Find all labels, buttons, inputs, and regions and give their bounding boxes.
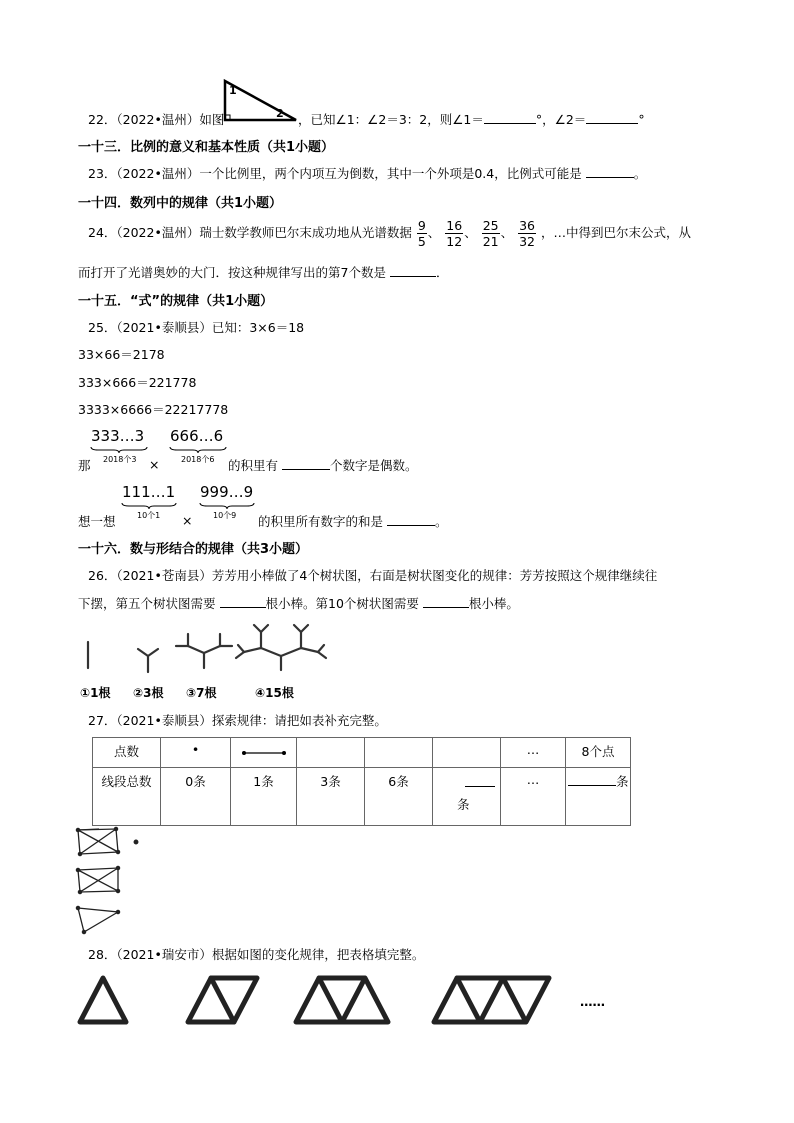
q25-line2: 33×66＝2178 xyxy=(78,347,165,362)
section-16-title: 一十六．数与形结合的规律（共3小题） xyxy=(78,542,309,557)
line-segment-icon xyxy=(241,749,287,757)
q24-blank[interactable] xyxy=(390,264,436,277)
q25-blank-1[interactable] xyxy=(282,457,330,470)
q26-line2: 下摆，第五个树状图需要 根小棒。第10个树状图需要 根小棒。 xyxy=(78,596,519,611)
q26-line1: 26．（2021•苍南县）芳芳用小棒做了4个树状图，右面是树状图变化的规律：芳芳按照这个规律继续往 xyxy=(88,568,658,583)
q27-blank-1[interactable] xyxy=(465,784,495,787)
tree-label-2: ②3根 xyxy=(133,686,164,700)
q24-line1: 24．（2022•温州）瑞士数学教师巴尔末成功地从光谱数据 $\frac{9}{5}$ 、 $\frac{16}{12}$ 、 $\frac{25}{21}$ 、 $\frac{36}{32}$ ，…中得到巴尔末公式，从 xyxy=(88,218,691,249)
q23-line: 23．（2022•温州）一个比例里，两个内项互为倒数，其中一个外项是0.4，比例式可能是 。 xyxy=(88,166,647,181)
q26-blank-2[interactable] xyxy=(423,595,469,608)
tree-label-1: ①1根 xyxy=(80,686,111,700)
triangles-2 xyxy=(188,978,257,1022)
brace-4 xyxy=(199,502,255,510)
brace-number-3: 111…1 xyxy=(122,483,176,501)
brace-sub-4: 10个9 xyxy=(213,511,237,520)
table-cell: 点数 xyxy=(93,738,161,768)
brace-sub-3: 10个1 xyxy=(137,511,161,520)
brace-2 xyxy=(169,446,227,454)
section-15-title: 一十五．“式”的规律（共1小题） xyxy=(78,294,274,309)
matchstick-triangles xyxy=(76,970,616,1030)
brace-number-2: 666…6 xyxy=(170,427,224,445)
q25-na: 那 xyxy=(78,458,91,473)
brace-1 xyxy=(90,446,148,454)
q25-xiang: 想一想 xyxy=(78,514,116,529)
fraction: $\frac{16}{12}$ xyxy=(446,218,463,249)
q25-question-1: 的积里有 个数字是偶数。 xyxy=(228,458,418,473)
brace-sub-2: 2018个6 xyxy=(181,455,215,464)
fraction: $\frac{36}{32}$ xyxy=(519,218,535,249)
points-segments-table xyxy=(92,737,631,826)
q25-line1: 25．（2021•泰顺县）已知：3×6＝18 xyxy=(88,320,305,335)
table-cell: 0条 xyxy=(161,768,231,826)
q25-question-2: 的积里所有数字的和是 。 xyxy=(258,514,448,529)
brace-number-1: 333…3 xyxy=(91,427,145,445)
triangles-1 xyxy=(80,978,126,1022)
tree-label-4: ④15根 xyxy=(255,686,294,700)
q24-line2: 而打开了光谱奥妙的大门．按这种规律写出的第7个数是 ． xyxy=(78,265,449,280)
tree-figures xyxy=(76,620,346,682)
q22-blank-1[interactable] xyxy=(484,111,536,124)
table-cell: 条 xyxy=(433,768,501,826)
q22-question: ，已知∠1：∠2＝3：2，则∠1＝ °，∠2＝ ° xyxy=(298,112,645,127)
times-sign: × xyxy=(149,457,160,472)
table-cell xyxy=(365,738,433,768)
q27-text: 27．（2021•泰顺县）探索规律：请把如表补充完整。 xyxy=(88,713,387,728)
table-cell xyxy=(231,738,297,768)
angle2-label: 2 xyxy=(276,107,284,120)
q28-dots: …… xyxy=(580,994,605,1009)
table-cell: 8个点 xyxy=(566,738,631,768)
table-cell xyxy=(297,738,365,768)
brace-number-4: 999…9 xyxy=(200,483,254,501)
table-row xyxy=(93,738,631,768)
brace-sub-1: 2018个3 xyxy=(103,455,137,464)
table-cell: 3条 xyxy=(297,768,365,826)
table-cell xyxy=(433,738,501,768)
q22-text: 22．（2022•温州）如图 xyxy=(88,112,225,127)
table-cell: 条 xyxy=(566,768,631,826)
angle1-label: 1 xyxy=(229,84,237,97)
table-cell: … xyxy=(501,738,566,768)
q25-line4: 3333×6666＝22217778 xyxy=(78,402,229,417)
q26-blank-1[interactable] xyxy=(220,595,266,608)
fraction: $\frac{25}{21}$ xyxy=(482,218,499,249)
table-cell: 6条 xyxy=(365,768,433,826)
q25-line3: 333×666＝221778 xyxy=(78,375,197,390)
section-14-title: 一十四．数列中的规律（共1小题） xyxy=(78,196,283,211)
q22-line xyxy=(88,110,224,128)
fraction: $\frac{9}{5}$ xyxy=(417,218,426,249)
q23-blank[interactable] xyxy=(586,165,634,178)
q25-blank-2[interactable] xyxy=(387,513,435,526)
triangles-3 xyxy=(296,978,388,1022)
triangles-4 xyxy=(434,978,549,1022)
table-cell: 1条 xyxy=(231,768,297,826)
q22-blank-2[interactable] xyxy=(586,111,638,124)
table-cell: … xyxy=(501,768,566,826)
polygon-figures xyxy=(74,826,154,936)
times-sign: × xyxy=(182,513,193,528)
q28-text: 28．（2021•瑞安市）根据如图的变化规律，把表格填完整。 xyxy=(88,947,425,962)
brace-3 xyxy=(121,502,177,510)
q27-blank-2[interactable] xyxy=(568,773,616,786)
table-row xyxy=(93,768,631,826)
table-cell: 线段总数 xyxy=(93,768,161,826)
section-13-title: 一十三．比例的意义和基本性质（共1小题） xyxy=(78,140,335,155)
tree-label-3: ③7根 xyxy=(186,686,217,700)
table-cell: • xyxy=(161,738,231,768)
